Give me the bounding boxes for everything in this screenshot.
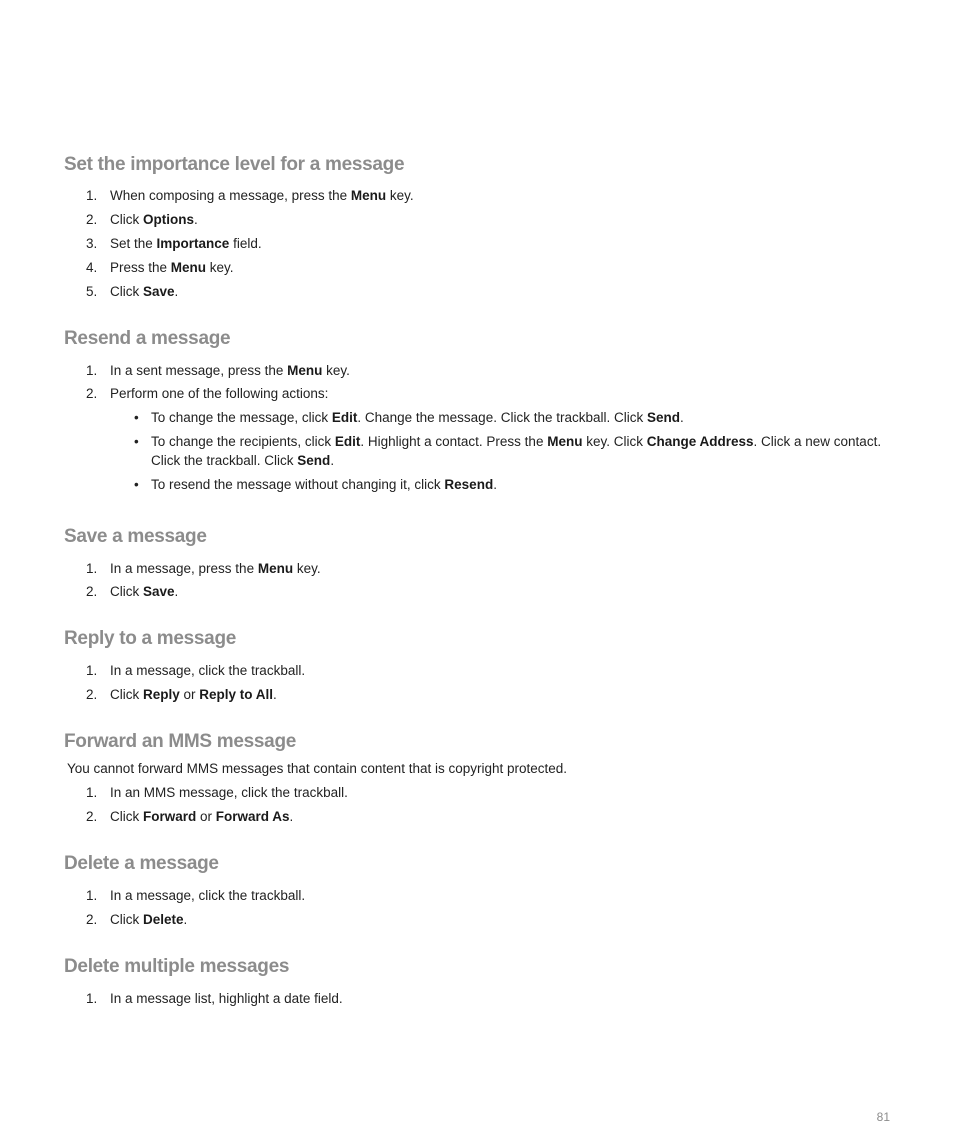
section-heading: Save a message [64, 526, 207, 547]
step-number: 2. [86, 687, 98, 702]
step-text: Press the Menu key. [110, 260, 234, 275]
page-number: 81 [876, 1110, 890, 1124]
step-text: In a message, click the trackball. [110, 663, 306, 678]
step-number: 1. [86, 888, 98, 903]
section-heading: Forward an MMS message [64, 731, 297, 752]
section-heading: Delete a message [64, 853, 219, 874]
step-number: 2. [86, 809, 98, 824]
step-number: 4. [86, 260, 98, 275]
step-number: 2. [86, 212, 98, 227]
step-text: Click Forward or Forward As. [110, 809, 294, 824]
bullet-marker: • [134, 477, 139, 492]
step-number: 1. [86, 188, 98, 203]
bullet-text: Click the trackball. Click Send. [151, 453, 335, 468]
section-heading: Reply to a message [64, 628, 237, 649]
step-text: In a message, press the Menu key. [110, 561, 321, 576]
step-number: 2. [86, 912, 98, 927]
bullet-text: To resend the message without changing it, click Resend. [151, 477, 497, 492]
step-text: Click Reply or Reply to All. [110, 687, 277, 702]
bullet-text: To change the message, click Edit. Change the message. Click the trackball. Click Send. [151, 410, 684, 425]
bullet-marker: • [134, 434, 139, 449]
section-heading: Delete multiple messages [64, 956, 290, 977]
step-text: In a message, click the trackball. [110, 888, 306, 903]
step-number: 5. [86, 284, 98, 299]
step-number: 1. [86, 991, 98, 1006]
step-number: 3. [86, 236, 98, 251]
step-text: Set the Importance field. [110, 236, 262, 251]
step-text: Perform one of the following actions: [110, 386, 329, 401]
step-text: When composing a message, press the Menu key. [110, 188, 414, 203]
step-text: In a message list, highlight a date field. [110, 991, 343, 1006]
step-text: In an MMS message, click the trackball. [110, 785, 348, 800]
step-number: 1. [86, 785, 98, 800]
step-number: 1. [86, 363, 98, 378]
intro-text: You cannot forward MMS messages that contain content that is copyright protected. [67, 761, 568, 776]
step-text: Click Options. [110, 212, 198, 227]
section-heading: Resend a message [64, 328, 231, 349]
step-number: 2. [86, 386, 98, 401]
step-text: Click Delete. [110, 912, 188, 927]
step-number: 2. [86, 584, 98, 599]
step-text: In a sent message, press the Menu key. [110, 363, 350, 378]
bullet-marker: • [134, 410, 139, 425]
step-number: 1. [86, 663, 98, 678]
step-number: 1. [86, 561, 98, 576]
section-heading: Set the importance level for a message [64, 154, 405, 175]
step-text: Click Save. [110, 284, 179, 299]
step-text: Click Save. [110, 584, 179, 599]
bullet-text: To change the recipients, click Edit. Highlight a contact. Press the Menu key. Click Change Address. Click a new contact. [151, 434, 882, 449]
